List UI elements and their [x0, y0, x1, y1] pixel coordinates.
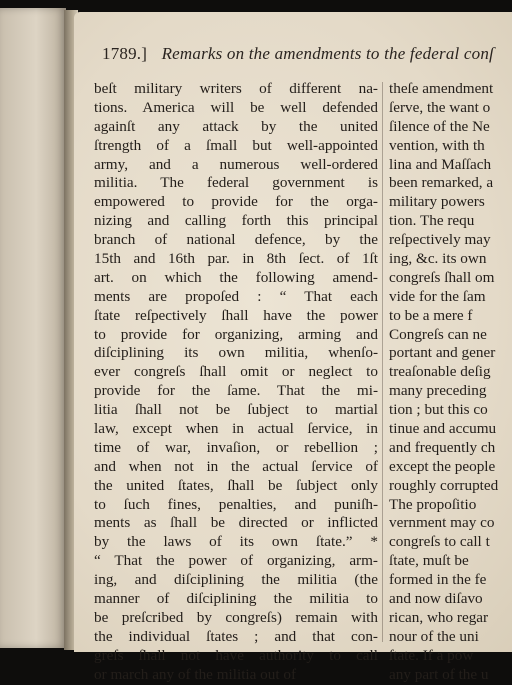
text-line: beſt military writers of different na- — [94, 80, 378, 97]
left-text-column — [94, 80, 378, 685]
text-line: tinue and accumu — [389, 420, 497, 438]
text-line: treaſonable deſig — [389, 363, 491, 381]
text-line: ſtrength of a ſmall but well-appointed — [94, 136, 378, 154]
text-line: or march any of the militia out of — [94, 665, 297, 683]
text-line: ſerve, the want o — [389, 98, 491, 116]
text-line: art. on which the following amend- — [94, 268, 378, 286]
text-line: many preceding — [389, 382, 487, 400]
text-line: the individual ſtates ; and that con- — [94, 627, 378, 645]
text-line: congreſs ſhall om — [389, 268, 495, 286]
text-line: greſs ſhall not have authority to call — [94, 646, 378, 664]
column-divider — [382, 82, 383, 642]
text-line: reſpectively may — [389, 231, 491, 249]
text-line: ſtate. If a pow — [389, 646, 474, 664]
text-line: manner of diſciplining the militia to — [94, 590, 378, 608]
text-line: vernment may co — [389, 514, 495, 532]
text-line: time of war, invaſion, or rebellion ; — [94, 438, 378, 456]
text-line: to provide for organizing, arming and — [94, 325, 378, 343]
text-line: “ That the power of organizing, arm- — [94, 552, 378, 570]
text-line: be preſcribed by congreſs) remain with — [94, 608, 378, 626]
text-line: tion ; but this co — [389, 401, 488, 419]
text-line: congreſs to call t — [389, 533, 490, 551]
text-line: ſtate, muſt be — [389, 552, 469, 570]
running-title: Remarks on the amendments to the federal conſ — [161, 44, 494, 63]
text-line: tions. America will be well defended — [94, 98, 378, 116]
text-line: ing, and diſciplining the militia (the — [94, 571, 378, 589]
text-line: ing, &c. its own — [389, 250, 487, 268]
text-line: nour of the uni — [389, 627, 479, 645]
text-line: formed in the fe — [389, 571, 487, 589]
text-line: to ſuch fines, penalties, and puniſh- — [94, 495, 378, 513]
text-line: to be a mere f — [389, 306, 473, 324]
text-line: ments as ſhall be directed or inflicted — [94, 514, 378, 532]
text-line: ſilence of the Ne — [389, 117, 490, 135]
text-line: ments are propoſed : “ That each — [94, 287, 378, 305]
text-line: lina and Maſſach — [389, 155, 492, 173]
text-line: the united ſtates, ſhall be ſubject only — [94, 476, 378, 494]
text-line: diſciplining its own militia, whenſo- — [94, 344, 378, 362]
text-line: empowered to provide for the orga- — [94, 193, 378, 211]
text-line: Congreſs can ne — [389, 325, 487, 343]
text-line: The propoſitio — [389, 495, 477, 513]
text-line: rican, who regar — [389, 608, 489, 626]
page-header — [102, 44, 494, 64]
text-line: any part of the u — [389, 665, 489, 683]
text-line: by the laws of its own ſtate.” * — [94, 533, 378, 551]
text-line: military powers — [389, 193, 485, 211]
text-line: law, except when in actual ſervice, in — [94, 420, 378, 438]
text-line: portant and gener — [389, 344, 496, 362]
text-line: ſtate reſpectively ſhall have the power — [94, 306, 378, 324]
right-text-column — [389, 80, 512, 685]
text-line: againſt any attack by the united — [94, 117, 378, 135]
text-line: militia. The federal government is — [94, 174, 378, 192]
facing-page-edge — [0, 8, 66, 648]
text-line: ever congreſs ſhall omit or neglect to — [94, 363, 378, 381]
text-line: provide for the ſame. That the mi- — [94, 382, 378, 400]
text-line: except the people — [389, 457, 496, 475]
text-line: nizing and calling forth this principal — [94, 212, 378, 230]
text-line: vide for the ſam — [389, 287, 486, 305]
text-line: vention, with th — [389, 136, 485, 154]
text-line: tion. The requ — [389, 212, 475, 230]
text-line: and now diſavo — [389, 590, 483, 608]
page-number: 1789.] — [102, 44, 148, 63]
text-line: branch of national defence, by the — [94, 231, 378, 249]
text-line: litia ſhall not be ſubject to martial — [94, 401, 378, 419]
text-line: and frequently ch — [389, 438, 496, 456]
text-line: roughly corrupted — [389, 476, 499, 494]
text-line: theſe amendment — [389, 80, 494, 97]
text-line: and when not in the actual ſervice of — [94, 457, 378, 475]
text-line: been remarked, a — [389, 174, 494, 192]
text-line: army, and a numerous well-ordered — [94, 155, 378, 173]
text-line: 15th and 16th par. in 8th ſect. of 1ſt — [94, 250, 378, 268]
